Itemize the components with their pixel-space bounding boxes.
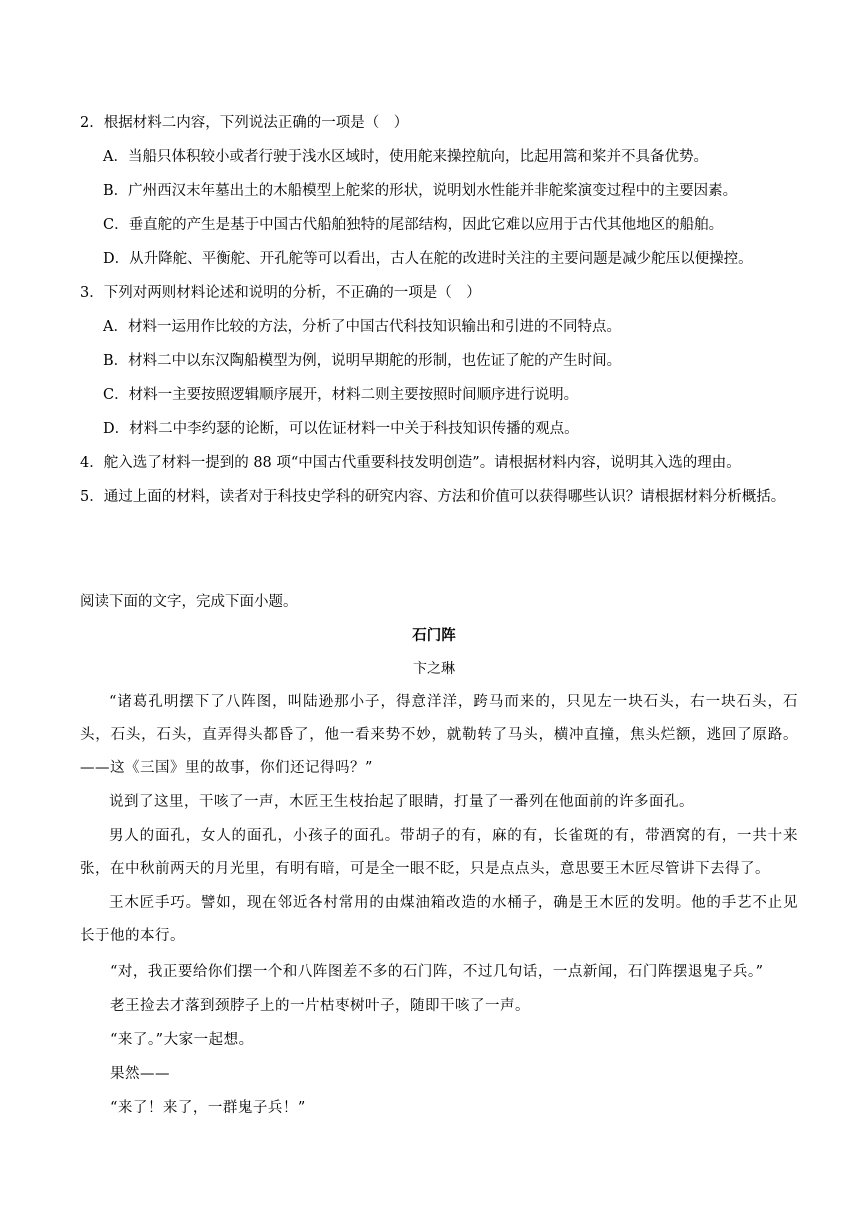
question-2-option-a: A．当船只体积较小或者行驶于浅水区域时，使用舵来操控航向，比起用篙和桨并不具备优势。: [103, 149, 708, 165]
question-2-stem: 2．根据材料二内容，下列说法正确的一项是（ ）: [80, 115, 409, 131]
reading-instruction: 阅读下面的文字，完成下面小题。: [80, 594, 298, 610]
story-line-4: 果然——: [110, 1066, 170, 1082]
question-3-option-c: C．材料一主要按照逻辑顺序展开，材料二则主要按照时间顺序进行说明。: [103, 387, 579, 403]
story-title: 石门阵: [412, 627, 456, 644]
story-paragraph-4: 王木匠手巧。譬如，现在邻近各村常用的由煤油箱改造的水桶子，确是王木匠的发明。他的手艺不止见长于他的本行。: [80, 895, 798, 944]
question-3-option-a: A．材料一运用作比较的方法，分析了中国古代科技知识输出和引进的不同特点。: [103, 319, 621, 335]
question-3-option-b: B．材料二中以东汉陶船模型为例，说明早期舵的形制，也佐证了舵的产生时间。: [103, 353, 622, 369]
question-3-option-d: D．材料二中李约瑟的论断，可以佐证材料一中关于科技知识传播的观点。: [103, 421, 579, 437]
story-line-2: 老王捡去才落到颈脖子上的一片枯枣树叶子，随即干咳了一声。: [110, 998, 530, 1014]
story-line-5: “来了！来了，一群鬼子兵！”: [110, 1100, 306, 1116]
story-line-1: “对，我正要给你们摆一个和八阵图差不多的石门阵，不过几句话，一点新闻，石门阵摆退鬼子兵。”: [110, 964, 764, 980]
question-3-stem: 3．下列对两则材料论述和说明的分析，不正确的一项是（ ）: [80, 285, 481, 301]
story-line-3: “来了。”大家一起想。: [110, 1032, 254, 1048]
question-5: 5．通过上面的材料，读者对于科技史学科的研究内容、方法和价值可以获得哪些认识？请根据材料分析概括。: [80, 489, 786, 505]
story-paragraph-3: 男人的面孔，女人的面孔，小孩子的面孔。带胡子的有，麻的有，长雀斑的有，带酒窝的有，一共十来张，在中秋前两天的月光里，有明有暗，可是全一眼不眨，只是点点头，意思要王木匠尽管讲下去得了。: [80, 828, 798, 877]
question-4: 4．舵入选了材料一提到的 88 项“中国古代重要科技发明创造”。请根据材料内容，说明其入选的理由。: [80, 455, 741, 471]
question-2-option-d: D．从升降舵、平衡舵、开孔舵等可以看出，古人在舵的改进时关注的主要问题是减少舵压以便操控。: [103, 251, 753, 267]
story-author: 卞之琳: [413, 661, 455, 677]
question-2-option-c: C．垂直舵的产生是基于中国古代船舶独特的尾部结构，因此它难以应用于古代其他地区的船舶。: [103, 217, 724, 233]
story-paragraph-1: “诸葛孔明摆下了八阵图，叫陆逊那小子，得意洋洋，跨马而来的，只见左一块石头，右一块石头，石头，石头，石头，直弄得头都昏了，他一看来势不妙，就勒转了马头，横冲直撞，焦头烂额，逃回了原路。——这《三国》里的故事，你们还记得吗？”: [80, 694, 798, 776]
story-paragraph-2: 说到了这里，干咳了一声，木匠王生枝抬起了眼睛，打量了一番列在他面前的许多面孔。: [109, 794, 694, 810]
question-2-option-b: B．广州西汉末年墓出土的木船模型上舵桨的形状，说明划水性能并非舵桨演变过程中的主要因素。: [103, 183, 738, 199]
